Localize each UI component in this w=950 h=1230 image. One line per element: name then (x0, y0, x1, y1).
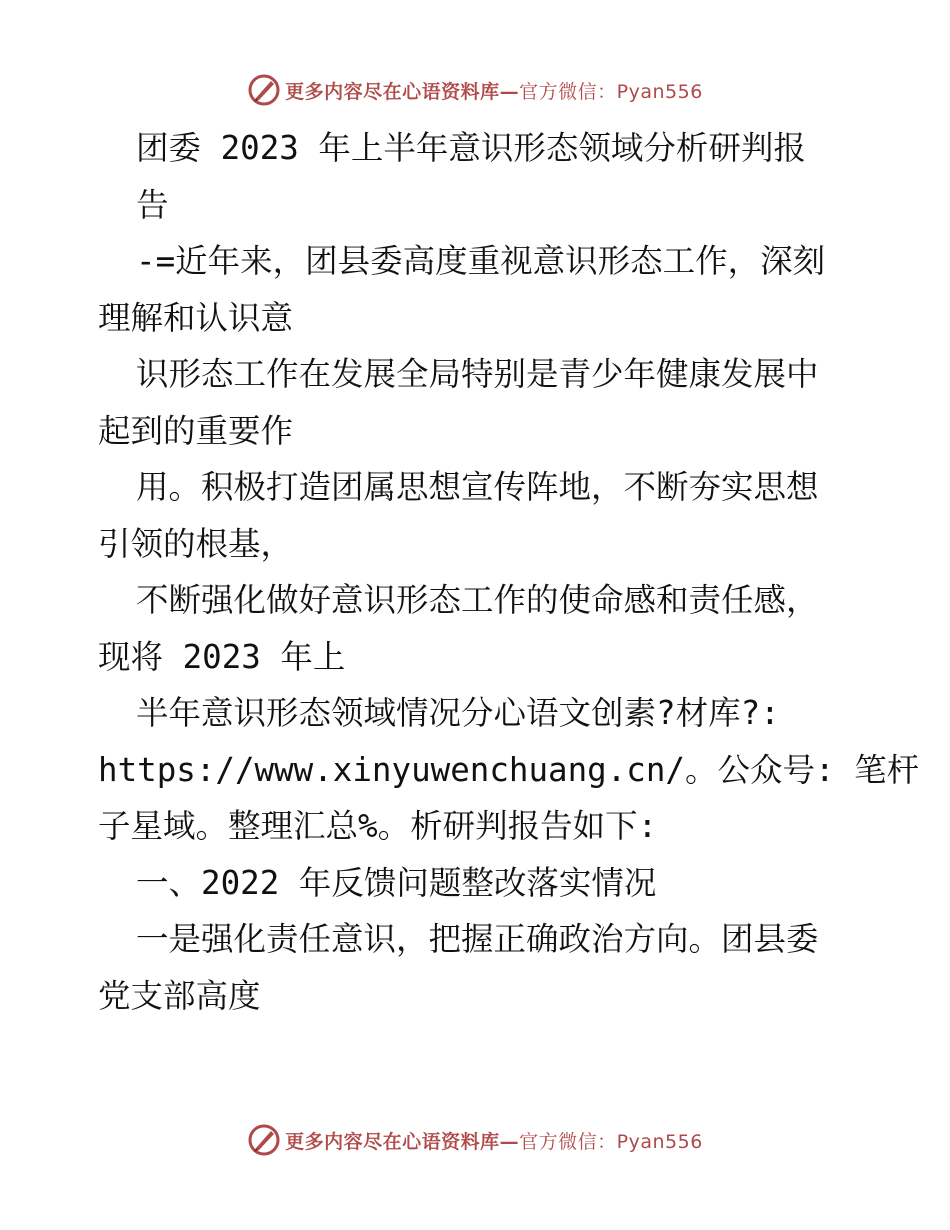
paragraph-line: 理解和认识意 (98, 298, 294, 337)
paragraph-line: 一是强化责任意识，把握正确政治方向。团县委 (136, 920, 819, 958)
paragraph-line-url: https://www.xinyuwenchuang.cn/。公众号: 笔杆 (98, 750, 920, 789)
paragraph-line: 起到的重要作 (98, 411, 294, 450)
quill-pen-circle-icon (247, 73, 281, 107)
document-title-line-2: 告 (136, 185, 169, 224)
paragraph-line: 引领的根基， (98, 524, 294, 563)
footer-watermark (0, 1120, 950, 1160)
header-watermark (0, 70, 950, 110)
quill-pen-circle-icon (247, 1123, 281, 1157)
paragraph-line: 不断强化做好意识形态工作的使命感和责任感， (136, 581, 819, 619)
paragraph-line: 半年意识形态领域情况分心语文创素?材库?: (136, 694, 780, 732)
section-heading: 一、2022 年反馈问题整改落实情况 (136, 863, 657, 902)
paragraph-line: -=近年来，团县委高度重视意识形态工作，深刻 (136, 242, 826, 280)
paragraph-line: 识形态工作在发展全局特别是青少年健康发展中 (136, 355, 819, 393)
document-body (98, 120, 920, 1024)
watermark-source: 更多内容尽在心语资料库— (285, 80, 520, 103)
paragraph-line: 党支部高度 (98, 976, 261, 1015)
document-title-line-1: 团委 2023 年上半年意识形态领域分析研判报 (136, 129, 806, 167)
watermark-text (285, 77, 703, 104)
watermark-wechat: 官方微信：Pyan556 (519, 1130, 703, 1153)
paragraph-line: 现将 2023 年上 (98, 637, 346, 676)
paragraph-line: 子星域。整理汇总%。析研判报告如下: (98, 807, 658, 845)
paragraph-line: 用。积极打造团属思想宣传阵地，不断夯实思想 (136, 468, 819, 506)
watermark-text (285, 1127, 703, 1154)
watermark-wechat: 官方微信：Pyan556 (519, 80, 703, 103)
watermark-source: 更多内容尽在心语资料库— (285, 1130, 520, 1153)
